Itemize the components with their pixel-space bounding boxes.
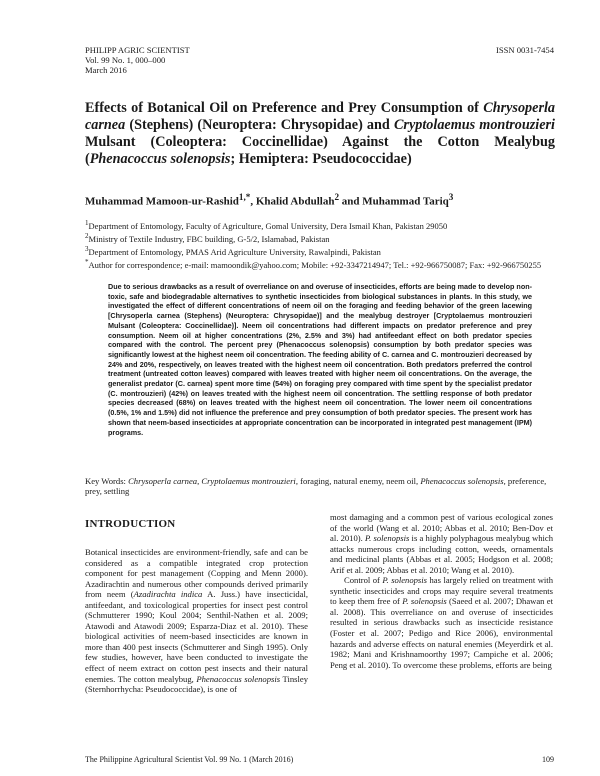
issn: ISSN 0031-7454 [495,45,554,55]
affiliation-sup: 3 [85,244,89,253]
species-name: P. solenopsis [402,596,447,607]
body-paragraph [85,547,308,695]
journal-header [85,45,305,76]
title-part: Mulsant (Coleoptera: Coccinellidae) Against the Cotton Mealybug ( [85,134,555,167]
affiliation-sup: 1 [85,219,89,227]
author-list [85,191,555,209]
text-run: A. Juss.) have insecticidal, antifeedant, and toxicological properties for insect pest control (Schmutterer 1990; Koul 2004; Senthil-Nathen et al. 2009; Atawodi and Atawodi 2009; Esparza-Diaz et al. 2010). These biological activities of neem-based insecticides are known in more than 400 pest insects (Schmutterer and Singh 1995). Only few studies, however, have been conducted to investigate the effect of neem extract on cotton pest insects and their natural enemies. The cotton mealybug, [85,589,308,684]
keywords [85,476,555,497]
species-name: P. solenopsis [365,533,410,544]
affiliation-text: Author for correspondence; e-mail: mamoondik@yahoo.com; Mobile: +92-3347214947; Tel.: +92-966750087; Fax: +92-966750255 [88,259,542,270]
keyword-sep: , [197,476,202,486]
title-species: Phenacoccus solenopsis [89,151,231,167]
keyword: , foraging, natural enemy, neem oil, [295,476,421,486]
abstract: Due to serious drawbacks as a result of overreliance on and overuse of insecticides, efforts are being made to develop non-toxic, safe and biodegradable alternatives to synthetic insecticides from biological substances in plants. In this study, we investigated the effect of different concentrations of neem oil on the foraging and feeding behavior of the green lacewing [Chrysoperla carnea (Stephens) (Neuroptera: Chrysopidae)] and the mealybug destroyer [Cryptolaemus montrouzieri Mulsant (Coleoptera: Coccinellidae)]. Neem oil concentrations had different impacts on predator preference and prey consumption. Neem oil at higher concentrations (2%, 2.5% and 3%) had antifeedant effect on both predator species compared with the control. The percent prey (Phenacoccus solenopsis) consumption by both predator species was significantly lowest at the highest neem oil concentration. The feeding ability of C. carnea and C. montrouzieri decreased by 24% and 20%, respectively, on leaves treated with the highest neem oil concentration. Both predators preferred the control treatment (untreated cotton leaves) compared with leaves treated with higher neem oil concentrations. On the average, the generalist predator (C. carnea) spent more time (54%) on foraging prey compared with time spent by the specialist predator (C. montrouzieri) (42%) on leaves treated with the highest neem oil concentration. The settling response of both predator species decreased (68%) on leaves treated with the highest neem oil concentration. The lower neem oil concentrations (0.5%, 1% and 1.5%) did not influence the preference and prey consumption of both predator species. The present work has shown that neem-based insecticides at appropriate concentration can be incorporated in integrated pest management (IPM) programs. [108,282,532,437]
species-name: Phenacoccus solenopsis [196,673,281,684]
title-species: Cryptolaemus montrouzieri [393,117,555,133]
author-name: , Khalid Abdullah [250,195,335,208]
author-sup: 1,* [238,192,251,202]
keywords-label: Key Words: [85,476,129,486]
affiliation [85,231,555,244]
journal-date: March 2016 [85,65,127,76]
author-sup: 2 [334,192,340,202]
text-run: is a highly polyphagous mealybug which attacks numerous crops including cotton, weeds, ornamentals and medicinal plants (Abbas et al. 2005; Hodgson et al. 2008; Arif et al. 2009; Abbas et al. 2010; Wang et al. 2010). [330,533,553,575]
author-name: Muhammad Mamoon-ur-Rashid [85,195,239,208]
affiliation-sup: * [85,257,89,266]
author-name: and Muhammad Tariq [339,195,449,208]
correspondence [85,257,555,270]
keyword: , preference, prey, settling [85,476,547,497]
section-heading: INTRODUCTION [85,518,176,530]
title-part: ; Hemiptera: Pseudococcidae) [230,151,412,167]
text-run: Botanical insecticides are environment-friendly, safe and can be considered as a compatible integrated crop protection component for pest management (Copping and Menn 2000). Azadirachtin and numerous other compounds derived primarily from neem ( [85,547,308,600]
affiliation-text: Department of Entomology, PMAS Arid Agriculture University, Rawalpindi, Pakistan [88,246,381,257]
text-run: most damaging and a common pest of various ecological zones of the world (Wang et al. 2010; Abbas et al. 2010; Ben-Dov et al. 2010). [330,512,553,544]
body-column-right [330,512,553,670]
affiliations [85,218,555,270]
title-part: (Stephens) (Neuroptera: Chrysopidae) and [125,117,394,133]
journal-volume: Vol. 99 No. 1, 000–000 [85,55,166,66]
body-paragraph [330,512,553,575]
text-run: Tinsley (Sternhorrhycha: Pseudococcidae), is one of [85,673,309,695]
body-paragraph [330,575,553,670]
keyword: Chrysoperla carnea [128,476,198,486]
page-number: 109 [542,755,554,764]
text-run: has largely relied on treatment with synthetic insecticides and crops may require several treatments to keep them free of [330,575,553,607]
title-part: Effects of Botanical Oil on Preference and Prey Consumption of [85,100,484,116]
author-sup: 3 [448,192,454,202]
affiliation-sup: 2 [85,231,89,240]
species-name: P. solenopsis [382,575,427,586]
title-species: Chrysoperla carnea [85,100,555,133]
species-name: Azadirachta indica [133,589,203,600]
body-column-left [85,547,308,695]
journal-name: PHILIPP AGRIC SCIENTIST [85,45,190,55]
affiliation [85,218,555,231]
paper-title [85,100,555,168]
keyword: Cryptolaemus montrouzieri [201,476,296,486]
page-footer: The Philippine Agricultural Scientist Vol. 99 No. 1 (March 2016) [85,755,294,764]
affiliation [85,244,555,257]
affiliation-text: Ministry of Textile Industry, FBC building, G-5/2, Islamabad, Pakistan [88,233,330,244]
text-run: Control of [344,575,383,586]
text-run: (Saeed et al. 2007; Dhawan et al. 2008). This overreliance on and overuse of insecticides resulted in serious drawbacks such as insecticide resistance (Foster et al. 2007; Pedigo and Rice 2006), environmental hazards and adverse effects on natural enemies (Meyerdirk et al. 1982; Mani and Krishnamoorthy 1997; Campiche et al. 2006; Peng et al. 2010). To overcome these problems, efforts are being [330,596,554,670]
keyword: Phenacoccus solenopsis [420,476,504,486]
affiliation-text: Department of Entomology, Faculty of Agriculture, Gomal University, Dera Ismail Khan, Pakistan 29050 [88,220,448,231]
